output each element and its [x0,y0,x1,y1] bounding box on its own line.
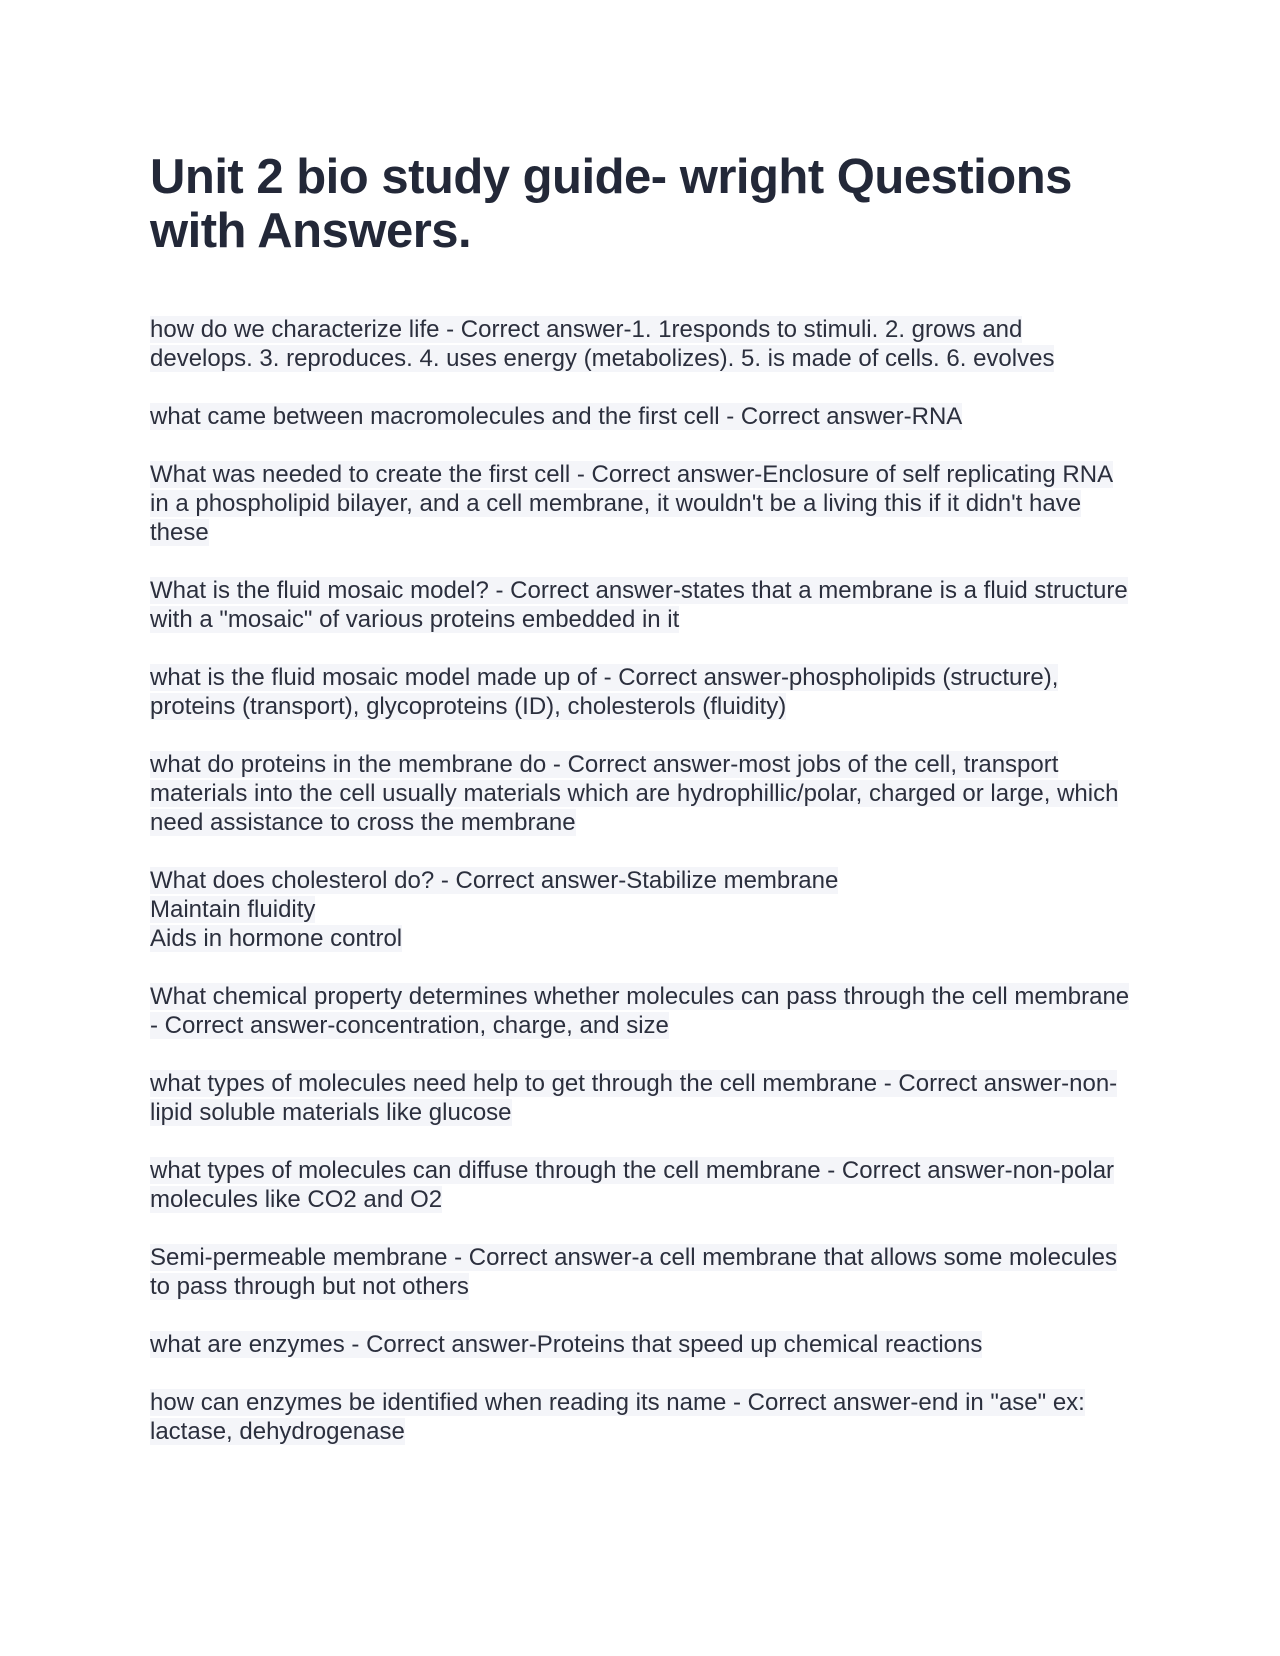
qa-line [150,895,1130,924]
qa-text: Maintain fluidity [150,896,316,923]
qa-item [150,1243,1130,1301]
qa-text: what do proteins in the membrane do - Correct answer-most jobs of the cell, transport materials into the cell usually materials which are hydrophillic/polar, charged or large, which need assistance to cross the membrane [150,751,1119,836]
qa-item [150,576,1130,634]
qa-text: how can enzymes be identified when reading its name - Correct answer-end in "ase" ex: lactase, dehydrogenase [150,1389,1085,1445]
qa-text: What chemical property determines whether molecules can pass through the cell membrane - Correct answer-concentration, charge, and size [150,983,1130,1039]
qa-text: What was needed to create the first cell - Correct answer-Enclosure of self replicating RNA in a phospholipid bilayer, and a cell membrane, it wouldn't be a living this if it didn't have these [150,461,1114,546]
qa-text: what types of molecules can diffuse through the cell membrane - Correct answer-non-polar molecules like CO2 and O2 [150,1157,1115,1213]
qa-text: What does cholesterol do? - Correct answer-Stabilize membrane [150,867,839,894]
qa-text: what types of molecules need help to get through the cell membrane - Correct answer-non-lipid soluble materials like glucose [150,1070,1118,1126]
qa-text: how do we characterize life - Correct answer-1. 1responds to stimuli. 2. grows and develops. 3. reproduces. 4. uses energy (metabolizes). 5. is made of cells. 6. evolves [150,316,1055,372]
qa-item [150,1330,1130,1359]
qa-text: what is the fluid mosaic model made up of - Correct answer-phospholipids (structure), proteins (transport), glycoproteins (ID), cholesterols (fluidity) [150,664,1059,720]
qa-item [150,750,1130,837]
qa-line [150,866,1130,895]
qa-item [150,866,1130,953]
qa-item [150,460,1130,547]
qa-item [150,1069,1130,1127]
document-page [150,150,1130,1475]
qa-text: what are enzymes - Correct answer-Proteins that speed up chemical reactions [150,1331,983,1358]
qa-text: what came between macromolecules and the first cell - Correct answer-RNA [150,403,963,430]
qa-item [150,315,1130,373]
qa-list [150,315,1130,1446]
qa-text: Aids in hormone control [150,925,403,952]
qa-text: Semi-permeable membrane - Correct answer-a cell membrane that allows some molecules to pass through but not others [150,1244,1118,1300]
qa-item [150,1156,1130,1214]
qa-item [150,1388,1130,1446]
qa-line [150,924,1130,953]
qa-item [150,402,1130,431]
qa-text: What is the fluid mosaic model? - Correct answer-states that a membrane is a fluid structure with a "mosaic" of various proteins embedded in it [150,577,1128,633]
page-title: Unit 2 bio study guide- wright Questions with Answers. [150,150,1072,258]
qa-item [150,663,1130,721]
qa-item [150,982,1130,1040]
